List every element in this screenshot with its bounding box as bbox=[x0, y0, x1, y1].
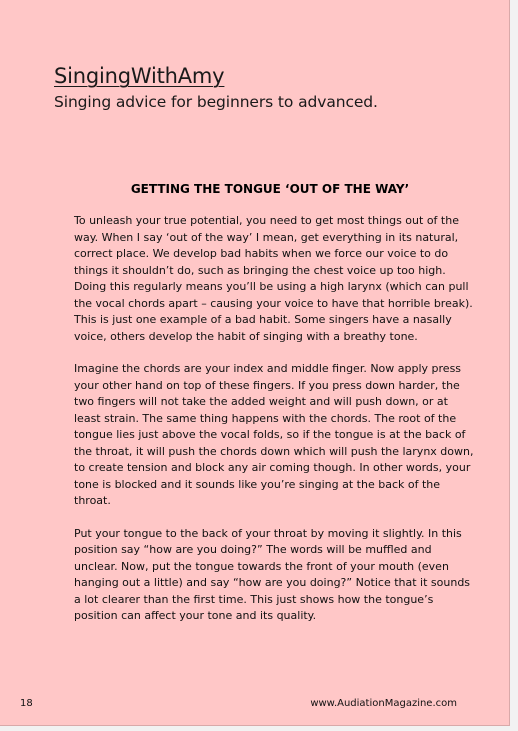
page-margin-right bbox=[510, 0, 518, 731]
page-number: 18 bbox=[20, 698, 33, 709]
brand-title: SingingWithAmy bbox=[54, 64, 225, 88]
brand-subtitle: Singing advice for beginners to advanced. bbox=[54, 93, 378, 111]
article-heading: GETTING THE TONGUE ‘OUT OF THE WAY’ bbox=[130, 182, 410, 196]
article-paragraph: To unleash your true potential, you need to get most things out of the way. When I say ‘out of the way’ I mean, get everything in its natural, correct place. We develop bad habits when we force our voice to do things it shouldn’t do, such as bringing the chest voice up too high. Doing this regularly means you’ll be using a high larynx (which can pull the vocal chords apart – causing your voice to have that horrible break). This is just one example of a bad habit. Some singers have a nasally voice, others develop the habit of singing with a breathy tone. bbox=[74, 214, 473, 343]
page-margin-bottom bbox=[0, 726, 518, 731]
website-url: www.AudiationMagazine.com bbox=[310, 698, 457, 709]
article-paragraph: Put your tongue to the back of your throat by moving it slightly. In this position say “how are you doing?” The words will be muffled and unclear. Now, put the tongue towards the front of your mouth (even hanging out a little) and say “how are you doing?” Notice that it sounds a lot clearer than the first time. This just shows how the tongue’s position can affect your tone and its quality. bbox=[74, 526, 471, 622]
article-body bbox=[74, 213, 474, 641]
article-paragraph: Imagine the chords are your index and middle finger. Now apply press your other hand on top of these fingers. If you press down harder, the two fingers will not take the added weight and will push down, or at least strain. The same thing happens with the chords. The root of the tongue lies just above the vocal folds, so if the tongue is at the back of the throat, it will push the chords down which will push the larynx down, to create tension and block any air coming though. In other words, your tone is blocked and it sounds like you’re singing at the back of the throat. bbox=[74, 362, 474, 507]
